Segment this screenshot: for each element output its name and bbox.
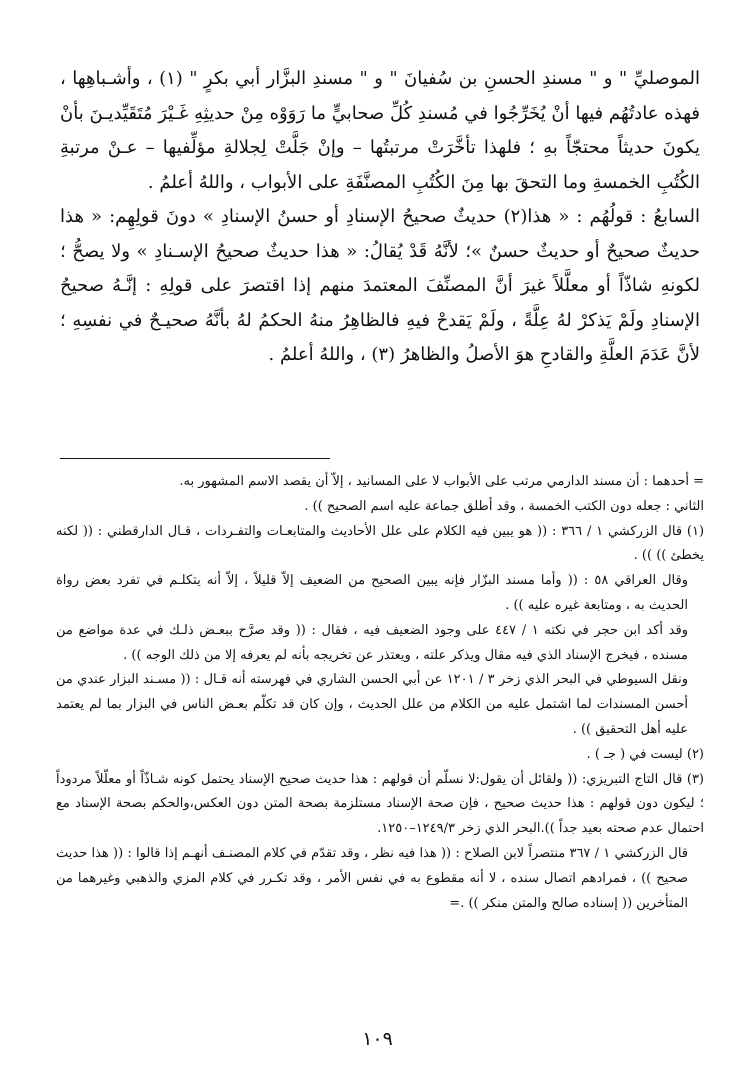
footnote-subparagraph: قال الزركشي ١ / ٣٦٧ منتصراً لابن الصلاح : (( هذا فيه نظر ، وقد تقدّم في كلام المصنـف أنهـم إذا قالوا : (( هذا حديث صحيح )) ، فمرادهم اتصال سنده ، لا أنه مقطوع به في نفس الأمر ، وقد تكـرر في كلام المزي والذهبي وغيرهما من المتأخرين (( إسناده صالح والمتن منكر )) .= xyxy=(56,845,688,911)
footnote: (١) قال الزركشي ١ / ٣٦٦ : (( هو يبين فيه الكلام على علل الأحاديث والمتابعـات والتفـردات ، قـال الدارقطني : (( لكنه يخطئ )) )) . xyxy=(56,523,705,564)
footnote-subparagraph: وقد أكد ابن حجر في نكته ١ / ٤٤٧ على وجود الضعيف فيه ، فقال : (( وقد صرَّح ببعـض ذلـك في عدة مواضع من مسنده ، فيخرج الإسناد الذي فيه مقال ويذكر علته ، ويعتذر عن تخريجه بأنه لم يعرفه إلا من ذلك الوجه )) . xyxy=(56,622,688,663)
footnote-continuation: = أحدهما : أن مسند الدارمي مرتب على الأبواب لا على المسانيد ، إلاّ أن يقصد الاسم المشهور به. xyxy=(179,474,704,489)
footnote-subparagraph: وقال العراقي ٥٨ : (( وأما مسند البزّار فإنه يبين الصحيح من الضعيف إلاّ قليلاً ، إلاّ أنه يتكلـم في تفرد بعض رواة الحديث به ، ومتابعة غيره عليه )) . xyxy=(56,573,689,613)
footnote: (٢) ليست في ( جـ ) . xyxy=(586,746,704,762)
body-paragraph: السابعُ : قولُهُم : « هذا(٢) حديثٌ صحيحُ الإسنادِ أو حسنُ الإسنادِ » دونَ قولِهِم: « هذا حديثٌ صحيحٌ أو حديثٌ حسنٌ »؛ لأنَّهُ قَدْ يُقالُ: « هذا حديثٌ صحيحُ الإسـنادِ » ولا يصحُّ ؛ لكونهِ شاذّاً أو معلَّلاً غيرَ أنَّ المصنِّفَ المعتمدَ منهم إذا اقتصرَ على قولِهِ : إنَّـهُ صحيحُ الإسنادِ ولَمْ يَذكرْ لهُ عِلَّةً ، ولَمْ يَقدحْ فيهِ فالظاهِرُ منهُ الحكمُ لهُ بأنَّهُ صحيـحٌ في نفسِهِ ؛ لأنَّ عَدَمَ العلَّةِ والقادحِ هوَ الأصلُ والظاهرُ (٣) ، واللهُ أعلمُ . xyxy=(60,206,701,365)
footnote-divider xyxy=(60,458,330,459)
footnote: (٣) قال التاج التبريزي: (( ولقائل أن يقول:لا نسلّم أن قولهم : هذا حديث صحيح الإسناد يحتمل كونه شـاذّاً أو معلّلاً مردوداً ؛ ليكون دون قولهم : هذا حديث صحيح ، فإن صحة الإسناد مستلزمة بصحة المتن دون العكس،والحكم بصحة الإسناد مع احتمال عدم صحته بعيد جداً )).البحر الذي زخر ١٢٤٩/٣–١٢٥٠. xyxy=(56,771,704,837)
footnote-subparagraph: ونقل السيوطي في البحر الذي زخر ٣ / ١٢٠١ عن أبي الحسن الشاري في فهرسته أنه قـال : (( مسـند البزار عندي من أحسن المسندات لما اشتمل عليه من الكلام من علل الحديث ، وإن كان قد تكلّم بعـض الناس في البزار بما لم يعتمد عليه أهل التحقيق )) . xyxy=(56,672,688,737)
main-text xyxy=(60,62,700,373)
footnotes xyxy=(56,470,704,916)
page-number: ١٠٩ xyxy=(362,1028,393,1050)
footnote-continuation: الثاني : جعله دون الكتب الخمسة ، وقد أطلق جماعة عليه اسم الصحيح )) . xyxy=(304,498,704,514)
body-paragraph: الموصليِّ " و " مسندِ الحسنِ بن سُفيانَ " و " مسندِ البزَّار أبي بكرٍ " (١) ، وأشـباهِها ، فهذه عادتُهُم فيها أنْ يُخَرِّجُوا في مُسندِ كُلِّ صحابيٍّ ما رَوَوْه مِنْ حديثِهِ غَـيْرَ مُتَقَيِّديـنَ بأنْ يكونَ حديثاً محتجّاً بهِ ؛ فلهذا تأخَّرَتْ مرتبتُها – وإنْ جَلَّتْ لِجلالةِ مؤلِّفيها – عـنْ مرتبةِ الكُتُبِ الخمسةِ وما التحقَ بها مِنَ الكُتُبِ المصنَّفَةِ على الأبواب ، واللهُ أعلمُ . xyxy=(60,68,701,193)
